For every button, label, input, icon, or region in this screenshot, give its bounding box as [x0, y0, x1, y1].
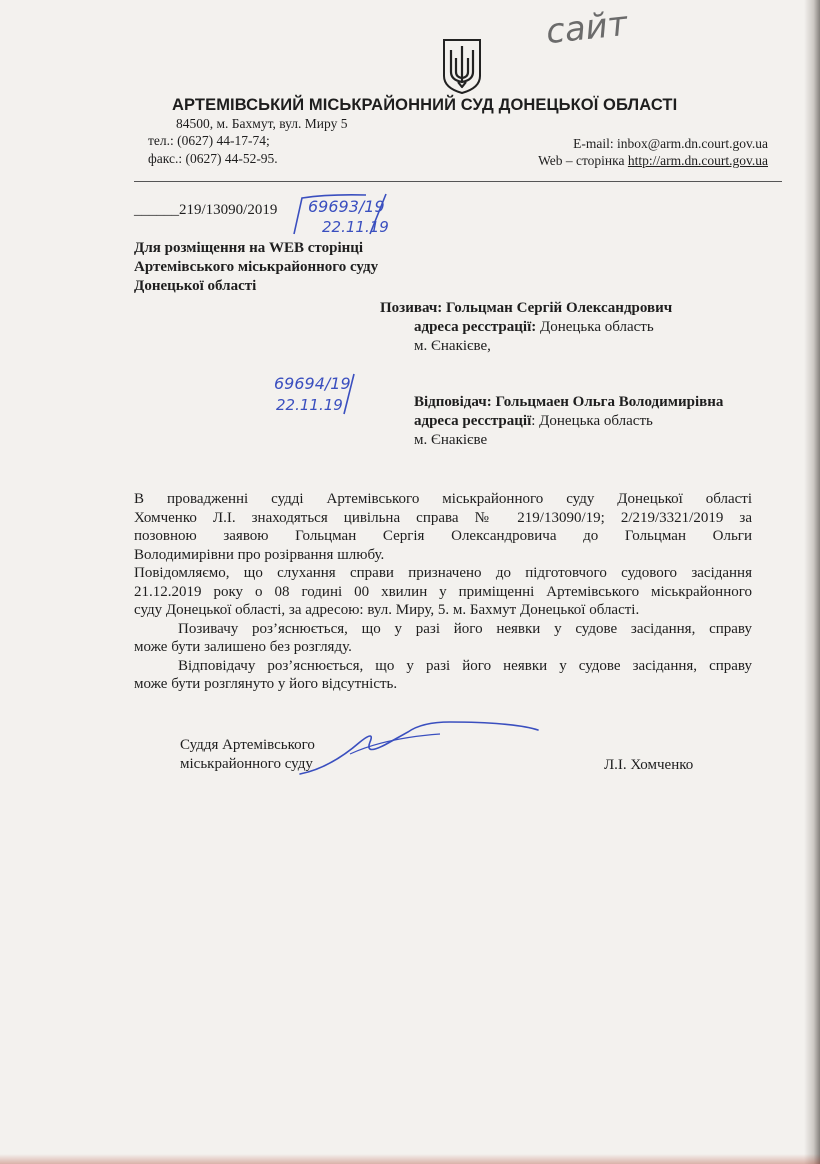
judge-title-line-1: Суддя Артемівського [180, 737, 315, 753]
incoming-number-2: 69694/19 [274, 374, 351, 393]
notice-body [134, 490, 752, 694]
paragraph-4-line-1: Відповідачу роз’яснюється, що у разі його неявки у судове засідання, справу [178, 657, 752, 674]
plaintiff-address-label: адреса ресстрації: [414, 319, 537, 335]
scan-edge-shadow [804, 0, 820, 1164]
defendant-city: м. Єнакієве [414, 432, 488, 448]
defendant-name: Відповідач: Гольцмаен Ольга Володимирівна [414, 394, 724, 410]
plaintiff-address-value: Донецька область [536, 319, 654, 335]
court-email: E-mail: inbox@arm.dn.court.gov.ua [573, 136, 768, 151]
court-address: 84500, м. Бахмут, вул. Миру 5 [176, 116, 348, 131]
web-notice-line-3: Донецької області [134, 278, 257, 294]
paragraph-3-line-1: Позивачу роз’яснюється, що у разі його неявки у судове засідання, справу [178, 620, 752, 637]
judge-signature [290, 712, 550, 782]
handwritten-note: сайт [544, 3, 630, 53]
paragraph-1-line-2: Хомченко Л.І. знаходяться цивільна справа № 219/13090/19; 2/219/3321/2019 за [134, 509, 752, 526]
judge-title-line-2: міськрайонного суду [180, 756, 313, 772]
scan-bottom-edge [0, 1154, 820, 1164]
paragraph-2-line-1: Повідомляємо, що слухання справи призначено до підготовчого судового засідання [134, 565, 752, 581]
paragraph-1-line-4: Володимирівни про розірвання шлюбу. [134, 546, 385, 563]
paragraph-1-line-3: позовною заявою Гольцман Сергія Олександровича до Гольцман Ольги [134, 528, 752, 544]
judge-name: Л.І. Хомченко [604, 757, 694, 773]
court-fax: факс.: (0627) 44-52-95. [148, 151, 278, 166]
plaintiff-city: м. Єнакієве, [414, 338, 491, 354]
web-notice-line-1: Для розміщення на WEB сторінці [134, 240, 364, 256]
incoming-date-2: 22.11.19 [276, 396, 343, 414]
website-link[interactable]: http://arm.dn.court.gov.ua [627, 153, 768, 168]
paragraph-1-line-1: В провадженні судді Артемівського міськрайонного суду Донецької області [134, 491, 752, 507]
paragraph-4-line-2: може бути розглянуто у його відсутність. [134, 676, 398, 692]
trident-emblem-icon [441, 38, 483, 94]
paragraph-3-line-2: може бути залишено без розгляду. [134, 639, 352, 655]
incoming-date-1: 22.11.19 [322, 218, 389, 236]
paragraph-2-line-2: 21.12.2019 року о 08 годині 00 хвилин у приміщенні Артемівського міськрайонного [134, 583, 752, 600]
court-name: АРТЕМІВСЬКИЙ МІСЬКРАЙОННИЙ СУД ДОНЕЦЬКОЇ ОБЛАСТІ [172, 96, 678, 114]
plaintiff-address [414, 319, 654, 336]
defendant-address-label: адреса ресстрації [414, 413, 532, 429]
case-registration-number: ______219/13090/2019 [134, 202, 278, 218]
plaintiff-name: Позивач: Гольцман Сергій Олександрович [380, 300, 673, 316]
header-divider [134, 181, 782, 182]
website-label: Web – сторінка [538, 153, 628, 168]
defendant-address [414, 413, 653, 430]
court-website [538, 153, 768, 169]
paragraph-2-line-3: суду Донецької області, за адресою: вул. Миру, 5. м. Бахмут Донецької області. [134, 602, 640, 618]
web-notice-line-2: Артемівського міськрайонного суду [134, 259, 379, 275]
court-phone: тел.: (0627) 44-17-74; [148, 133, 270, 148]
defendant-address-value: : Донецька область [531, 413, 653, 429]
incoming-number-1: 69693/19 [308, 197, 385, 216]
